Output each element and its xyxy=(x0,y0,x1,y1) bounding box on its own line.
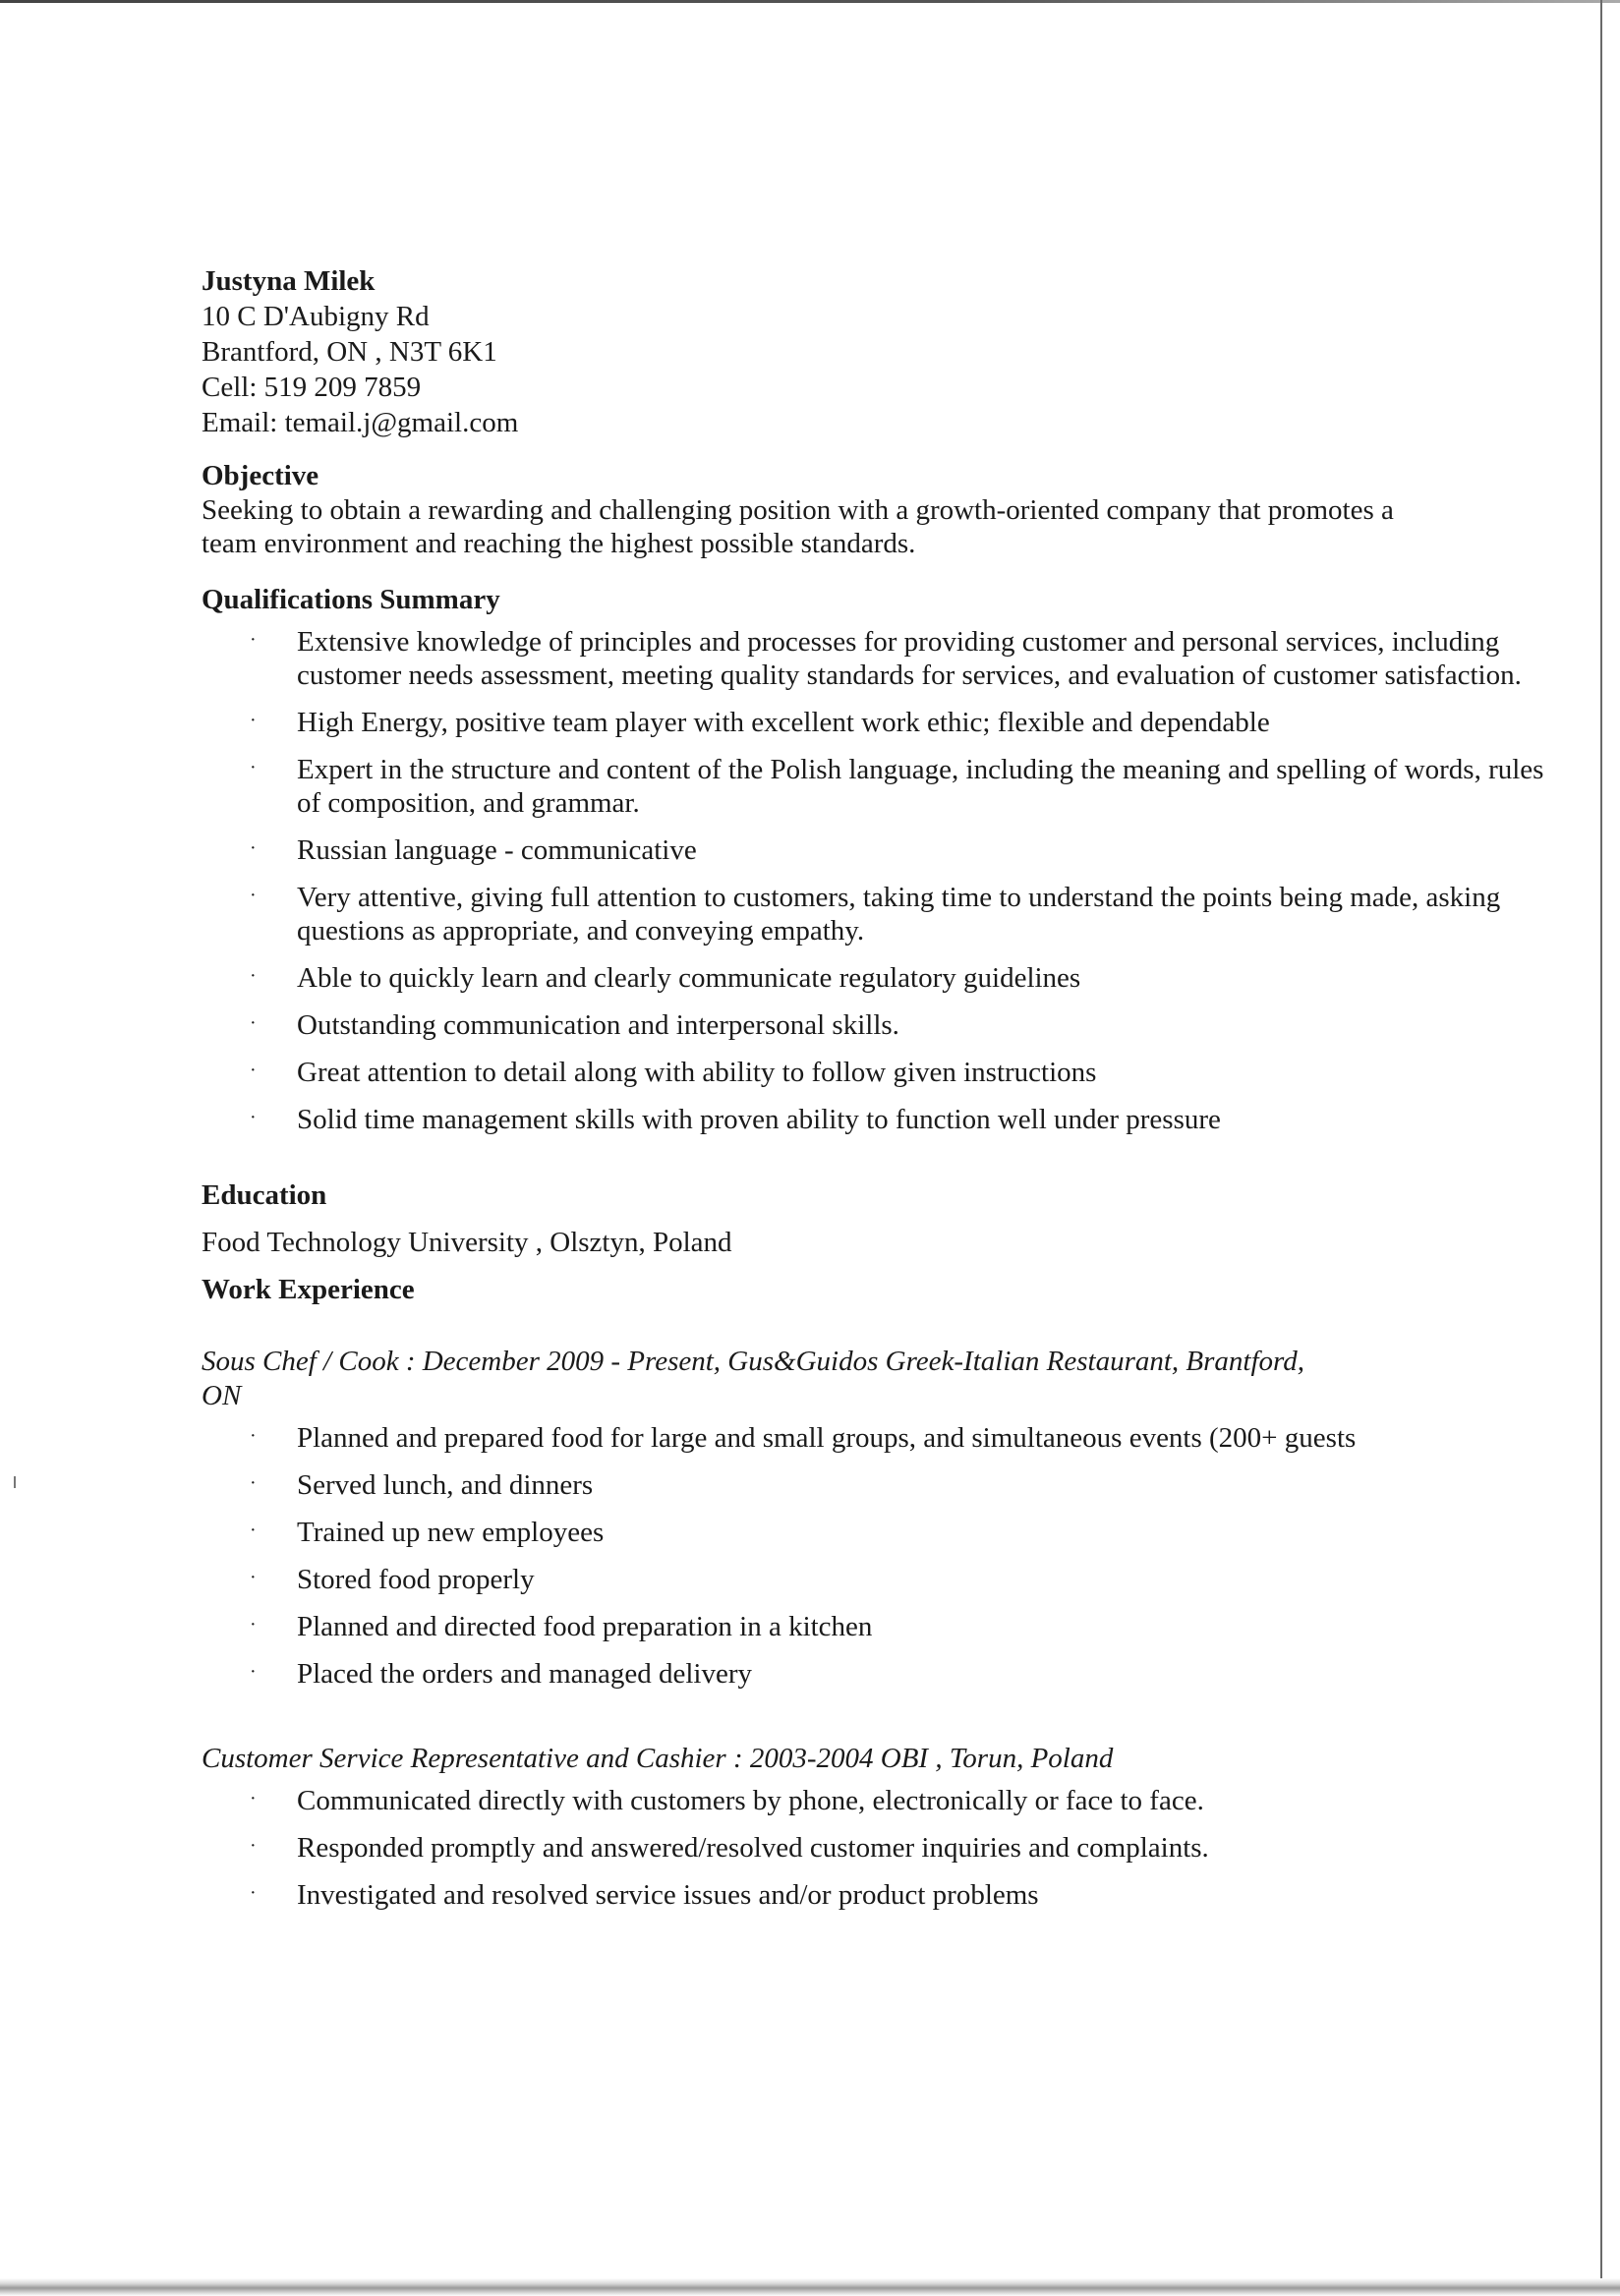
education-section xyxy=(202,1177,1479,1260)
duty-text: Trained up new employees xyxy=(297,1517,605,1548)
work-experience-heading: Work Experience xyxy=(202,1274,415,1305)
bullet-icon: · xyxy=(250,1567,257,1588)
qualification-text: Solid time management skills with proven ability to function well under pressure xyxy=(297,1104,1221,1135)
qualification-text: High Energy, positive team player with excellent work ethic; flexible and dependable xyxy=(297,707,1270,738)
list-item xyxy=(202,1421,1555,1455)
address-line-1: 10 C D'Aubigny Rd xyxy=(202,301,430,332)
bullet-icon: · xyxy=(250,885,257,906)
education-text: Food Technology University , Olsztyn, Poland xyxy=(202,1227,732,1258)
email-address: Email: temail.j@gmail.com xyxy=(202,407,519,438)
list-item xyxy=(202,833,1555,867)
list-item xyxy=(202,1008,1555,1042)
scan-edge-right xyxy=(1600,0,1602,2296)
list-item xyxy=(202,1056,1555,1089)
duty-text: Stored food properly xyxy=(297,1564,535,1595)
scan-edge-top xyxy=(0,0,1620,3)
qualification-text: Outstanding communication and interpersonal skills. xyxy=(297,1009,899,1041)
list-item xyxy=(202,1831,1555,1865)
scan-edge-bottom xyxy=(0,2278,1620,2296)
objective-text: Seeking to obtain a rewarding and challenging position with a growth-oriented company that promotes a team environment and reaching the highest possible standards. xyxy=(202,494,1394,559)
qualification-text: Extensive knowledge of principles and processes for providing customer and personal services, including customer needs assessment, meeting quality standards for services, and evaluation of customer satisfaction. xyxy=(297,626,1522,691)
list-item xyxy=(202,1657,1555,1691)
list-item xyxy=(202,706,1555,739)
list-item xyxy=(202,1563,1555,1596)
bullet-icon: · xyxy=(250,757,257,778)
job-duties-list xyxy=(202,1784,1479,1912)
duty-text: Investigated and resolved service issues and/or product problems xyxy=(297,1879,1039,1911)
duty-text: Served lunch, and dinners xyxy=(297,1469,594,1501)
contact-block xyxy=(202,263,1479,440)
duty-text: Responded promptly and answered/resolved customer inquiries and complaints. xyxy=(297,1832,1209,1864)
duty-text: Planned and prepared food for large and small groups, and simultaneous events (200+ guests xyxy=(297,1422,1357,1454)
bullet-icon: · xyxy=(250,1520,257,1541)
qualification-text: Great attention to detail along with ability to follow given instructions xyxy=(297,1057,1097,1088)
list-item xyxy=(202,1610,1555,1643)
list-item xyxy=(202,753,1555,820)
duty-text: Placed the orders and managed delivery xyxy=(297,1658,753,1690)
list-item xyxy=(202,625,1555,692)
education-heading: Education xyxy=(202,1179,327,1211)
qualifications-list xyxy=(202,625,1544,1136)
job-entry xyxy=(202,1742,1479,1912)
bullet-icon: · xyxy=(250,965,257,987)
bullet-icon: · xyxy=(250,1788,257,1809)
bullet-icon: · xyxy=(250,1425,257,1447)
bullet-icon: · xyxy=(250,1012,257,1034)
job-title: Sous Chef / Cook : December 2009 - Present, Gus&Guidos Greek-Italian Restaurant, Brantford, ON xyxy=(202,1346,1304,1411)
cell-phone: Cell: 519 209 7859 xyxy=(202,372,422,403)
duty-text: Communicated directly with customers by phone, electronically or face to face. xyxy=(297,1785,1204,1816)
bullet-icon: · xyxy=(250,629,257,651)
list-item xyxy=(202,1468,1555,1502)
bullet-icon: · xyxy=(250,710,257,731)
qualification-text: Russian language - communicative xyxy=(297,834,697,866)
job-duties-list xyxy=(202,1421,1479,1691)
work-experience-section xyxy=(202,1272,1479,1912)
list-item xyxy=(202,961,1555,995)
list-item xyxy=(202,1878,1555,1912)
address-line-2: Brantford, ON , N3T 6K1 xyxy=(202,336,497,368)
bullet-icon: · xyxy=(250,1882,257,1904)
bullet-icon: · xyxy=(250,1472,257,1494)
qualifications-section xyxy=(202,582,1544,1136)
scan-mark xyxy=(14,1476,16,1488)
qualification-text: Very attentive, giving full attention to customers, taking time to understand the points being made, asking questions as appropriate, and conveying empathy. xyxy=(297,882,1501,947)
applicant-name: Justyna Milek xyxy=(202,265,376,297)
bullet-icon: · xyxy=(250,837,257,859)
resume-page xyxy=(202,263,1544,1925)
list-item xyxy=(202,1784,1555,1817)
list-item xyxy=(202,881,1555,947)
qualification-text: Able to quickly learn and clearly communicate regulatory guidelines xyxy=(297,962,1081,994)
list-item xyxy=(202,1516,1555,1549)
job-entry xyxy=(202,1345,1479,1691)
bullet-icon: · xyxy=(250,1060,257,1081)
objective-heading: Objective xyxy=(202,460,319,491)
bullet-icon: · xyxy=(250,1107,257,1128)
bullet-icon: · xyxy=(250,1835,257,1857)
job-title: Customer Service Representative and Cashier : 2003-2004 OBI , Torun, Poland xyxy=(202,1743,1114,1774)
bullet-icon: · xyxy=(250,1661,257,1683)
qualifications-heading: Qualifications Summary xyxy=(202,584,500,615)
duty-text: Planned and directed food preparation in a kitchen xyxy=(297,1611,873,1642)
objective-section xyxy=(202,458,1479,560)
list-item xyxy=(202,1103,1555,1136)
qualification-text: Expert in the structure and content of the Polish language, including the meaning and spelling of words, rules of composition, and grammar. xyxy=(297,754,1544,819)
bullet-icon: · xyxy=(250,1614,257,1636)
